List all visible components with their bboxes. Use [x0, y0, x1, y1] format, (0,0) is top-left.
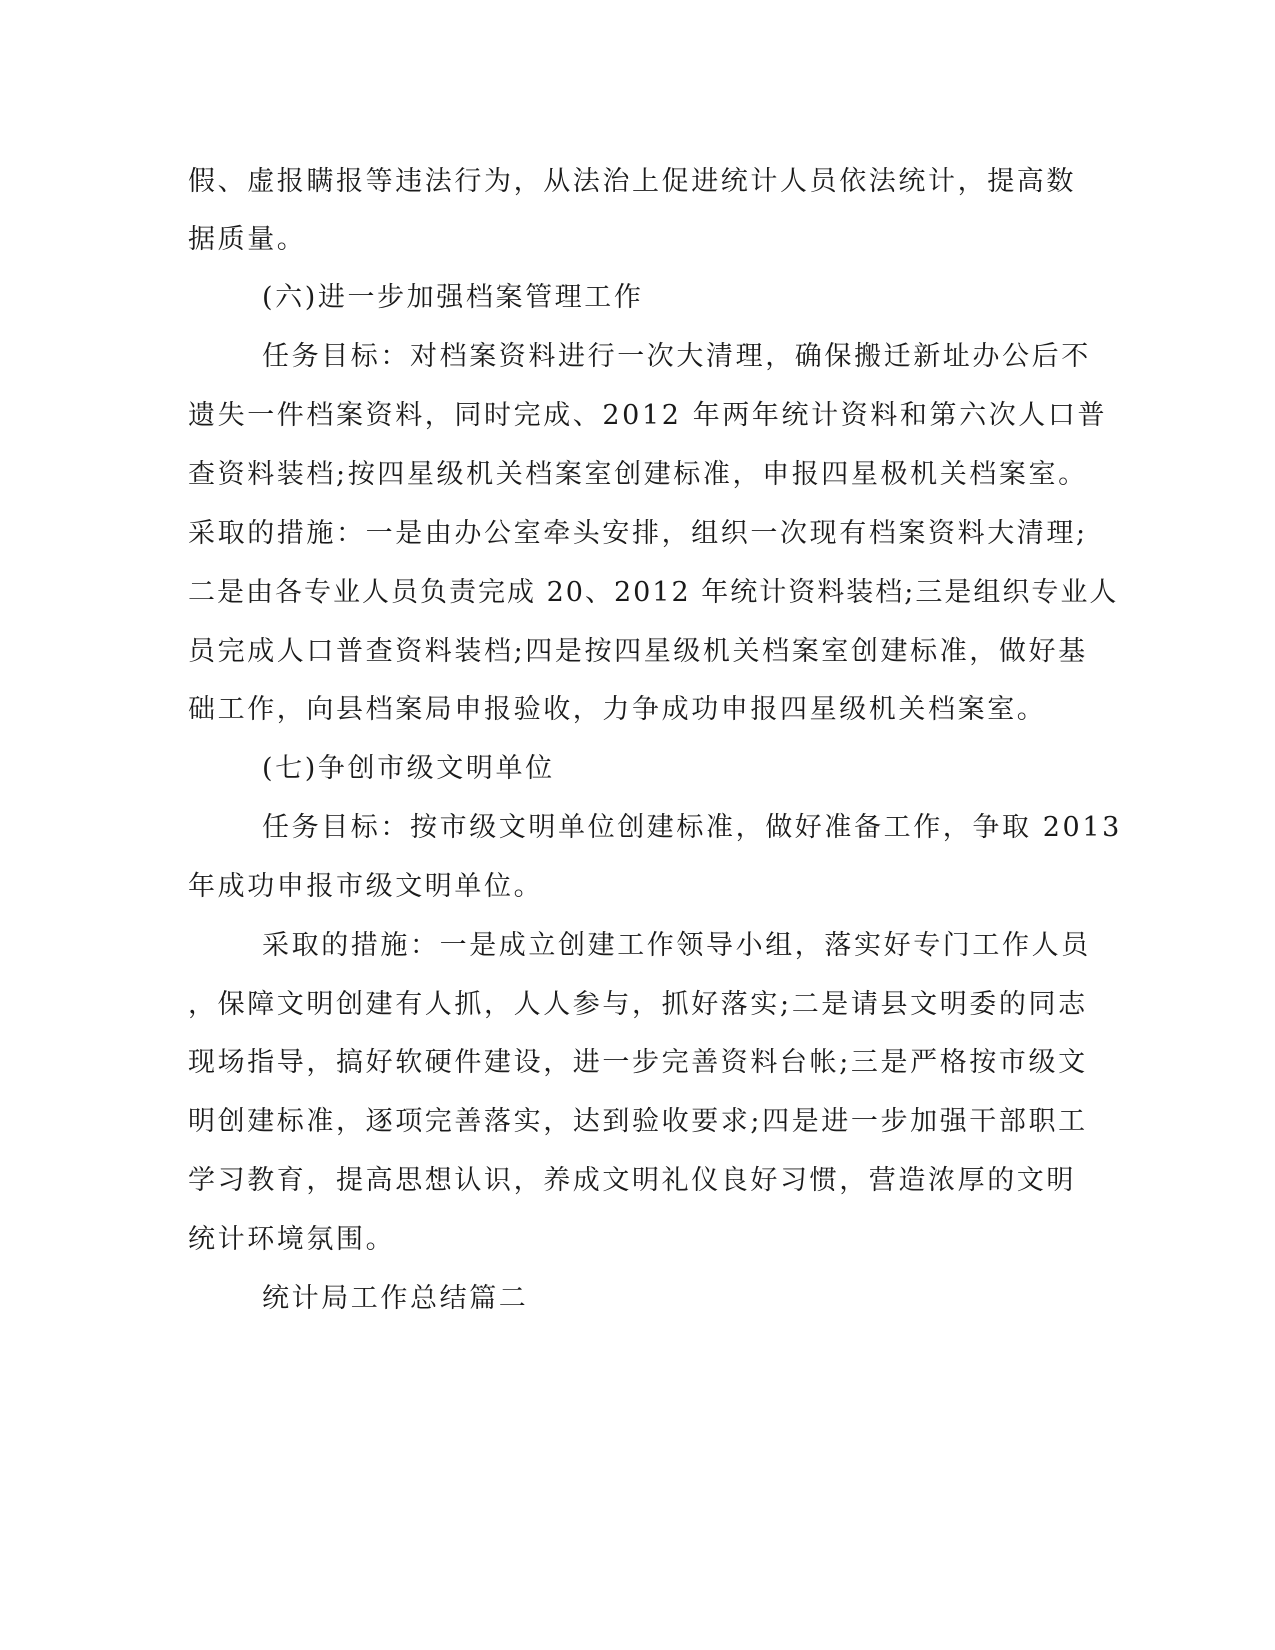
text-line-13: 年成功申报市级文明单位。: [188, 871, 544, 902]
text-line-14: 采取的措施：一是成立创建工作领导小组，落实好专门工作人员: [262, 930, 1091, 961]
text-line-16: 现场指导，搞好软硬件建设，进一步完善资料台帐;三是严格按市级文: [188, 1047, 1088, 1078]
text-line-1: 假、虚报瞒报等违法行为，从法治上促进统计人员依法统计，提高数: [188, 166, 1076, 197]
text-line-19: 统计环境氛围。: [188, 1224, 396, 1255]
section-heading-7: (七)争创市级文明单位: [262, 753, 555, 784]
text-line-6: 查资料装档;按四星级机关档案室创建标准，申报四星极机关档案室。: [188, 459, 1088, 490]
text-line-4: 任务目标：对档案资料进行一次大清理，确保搬迁新址办公后不: [262, 341, 1091, 372]
section-heading-6: (六)进一步加强档案管理工作: [262, 282, 644, 313]
section-title-part-two: 统计局工作总结篇二: [262, 1283, 529, 1314]
text-line-10: 础工作，向县档案局申报验收，力争成功申报四星级机关档案室。: [188, 694, 1047, 725]
text-line-8: 二是由各专业人员负责完成 20、2012 年统计资料装档;三是组织专业人: [188, 577, 1119, 608]
text-line-12: 任务目标：按市级文明单位创建标准，做好准备工作，争取 2013: [262, 812, 1122, 843]
text-line-5: 遗失一件档案资料，同时完成、2012 年两年统计资料和第六次人口普: [188, 400, 1108, 431]
text-line-9: 员完成人口普查资料装档;四是按四星级机关档案室创建标准，做好基: [188, 636, 1088, 667]
text-line-7: 采取的措施：一是由办公室牵头安排，组织一次现有档案资料大清理;: [188, 518, 1088, 549]
text-line-15: ，保障文明创建有人抓，人人参与，抓好落实;二是请县文明委的同志: [188, 989, 1088, 1020]
text-line-2: 据质量。: [188, 224, 307, 255]
text-line-17: 明创建标准，逐项完善落实，达到验收要求;四是进一步加强干部职工: [188, 1106, 1088, 1137]
text-line-18: 学习教育，提高思想认识，养成文明礼仪良好习惯，营造浓厚的文明: [188, 1165, 1076, 1196]
